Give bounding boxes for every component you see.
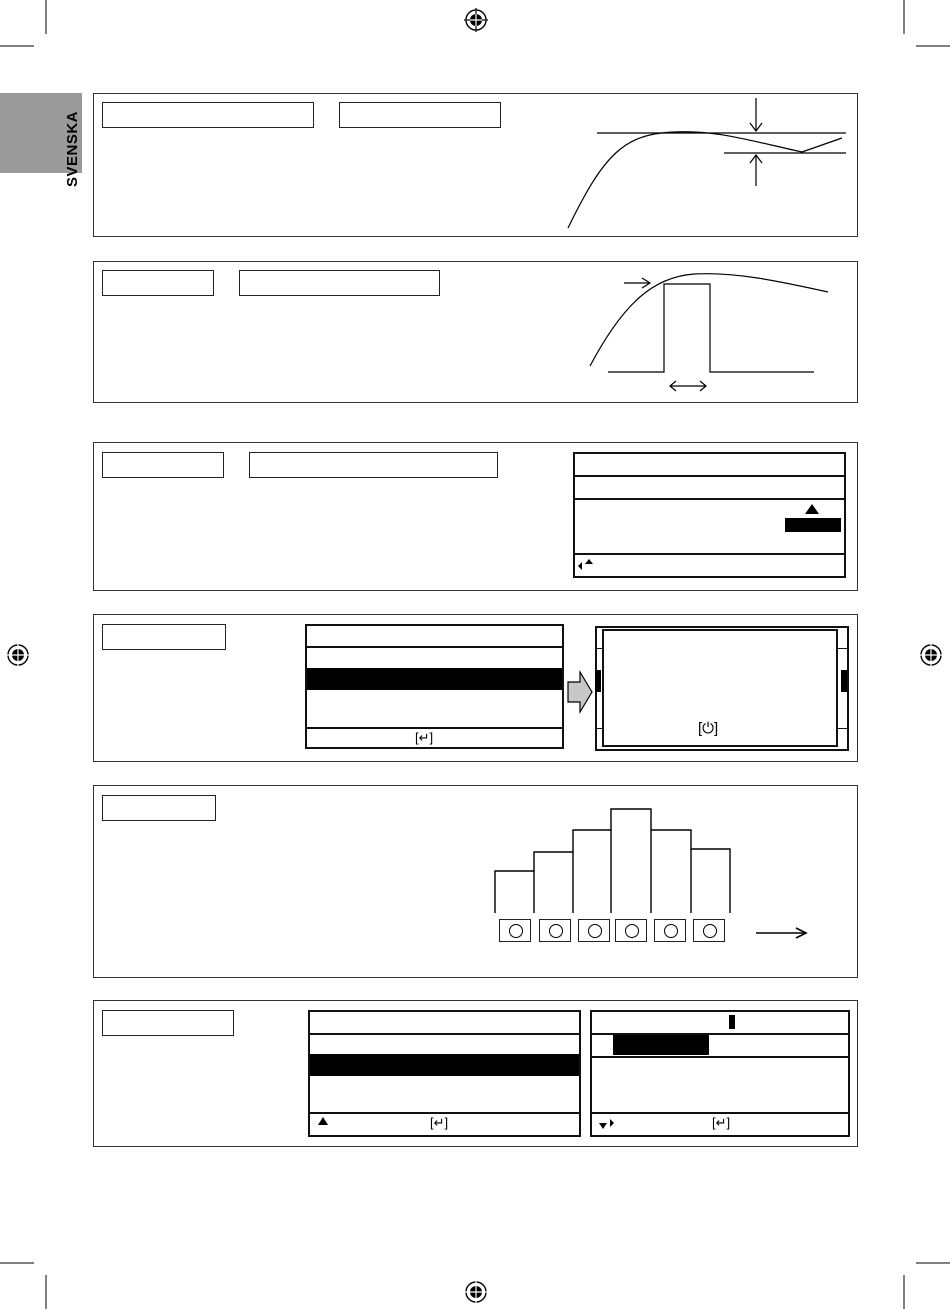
triangle-up-icon[interactable] <box>805 504 819 514</box>
lcd-row <box>307 727 562 729</box>
lcd-row <box>592 1112 848 1114</box>
circle-icon <box>625 924 639 938</box>
circle-button[interactable] <box>539 919 571 942</box>
label-box <box>102 452 224 478</box>
enter-label[interactable]: [↵] <box>712 1115 731 1130</box>
nav-arrows-icon <box>577 558 595 572</box>
label-box <box>339 102 501 128</box>
lcd-selected-field[interactable] <box>613 1035 709 1055</box>
power-dialog <box>602 629 838 747</box>
panel-power-menu <box>93 614 858 762</box>
arrow-right-icon <box>754 926 810 940</box>
circle-icon <box>664 924 678 938</box>
registration-icon <box>919 643 943 667</box>
arrow-right-icon <box>566 670 594 714</box>
language-tab-label: SVENSKA <box>64 110 81 187</box>
circle-button[interactable] <box>615 919 647 942</box>
peak-curve-graph <box>554 94 854 234</box>
circle-button[interactable] <box>578 919 610 942</box>
lcd-menu <box>305 624 564 749</box>
lcd-row <box>575 475 844 477</box>
lcd-value-highlight[interactable] <box>785 518 841 532</box>
nav-arrows-icon <box>598 1117 618 1131</box>
circle-icon <box>509 924 523 938</box>
dialog-edge <box>595 670 601 692</box>
label-box <box>102 270 214 296</box>
lcd-row <box>575 498 844 500</box>
panel-bar-graph <box>93 785 858 978</box>
power-label[interactable]: [⏻] <box>698 720 719 737</box>
dialog-edge <box>841 670 847 692</box>
circle-icon <box>549 924 563 938</box>
circle-button[interactable] <box>693 919 725 942</box>
window-curve-graph <box>584 262 844 402</box>
lcd-selected-row[interactable] <box>310 1054 579 1076</box>
panel-edit-menu <box>93 1000 858 1147</box>
label-box <box>239 270 440 296</box>
circle-icon <box>588 924 602 938</box>
panel-window-curve <box>93 261 858 403</box>
lcd-menu <box>308 1010 581 1137</box>
circle-button[interactable] <box>499 919 531 942</box>
lcd-row <box>310 1033 579 1035</box>
enter-label[interactable]: [↵] <box>415 730 434 745</box>
label-box <box>102 624 226 650</box>
registration-icon <box>464 1280 488 1304</box>
lcd-display <box>573 452 846 578</box>
language-tab <box>0 93 82 187</box>
label-box <box>102 795 216 821</box>
enter-label[interactable]: [↵] <box>430 1115 449 1130</box>
label-box <box>249 452 498 478</box>
lcd-editor <box>590 1010 850 1137</box>
lcd-row <box>307 646 562 648</box>
circle-icon <box>703 924 717 938</box>
lcd-row <box>310 1112 579 1114</box>
panel-peak-curve <box>93 93 858 237</box>
panel-scan-settings <box>93 442 858 591</box>
lcd-row <box>575 553 844 555</box>
lcd-dialog-frame <box>595 626 849 751</box>
label-box <box>102 1010 234 1036</box>
circle-button[interactable] <box>654 919 686 942</box>
registration-icon <box>464 8 488 32</box>
lcd-row <box>592 1056 848 1058</box>
triangle-up-icon <box>318 1117 328 1125</box>
lcd-selected-row[interactable] <box>307 668 562 690</box>
registration-icon <box>6 643 30 667</box>
label-box <box>102 102 314 128</box>
cursor-block <box>729 1015 735 1029</box>
